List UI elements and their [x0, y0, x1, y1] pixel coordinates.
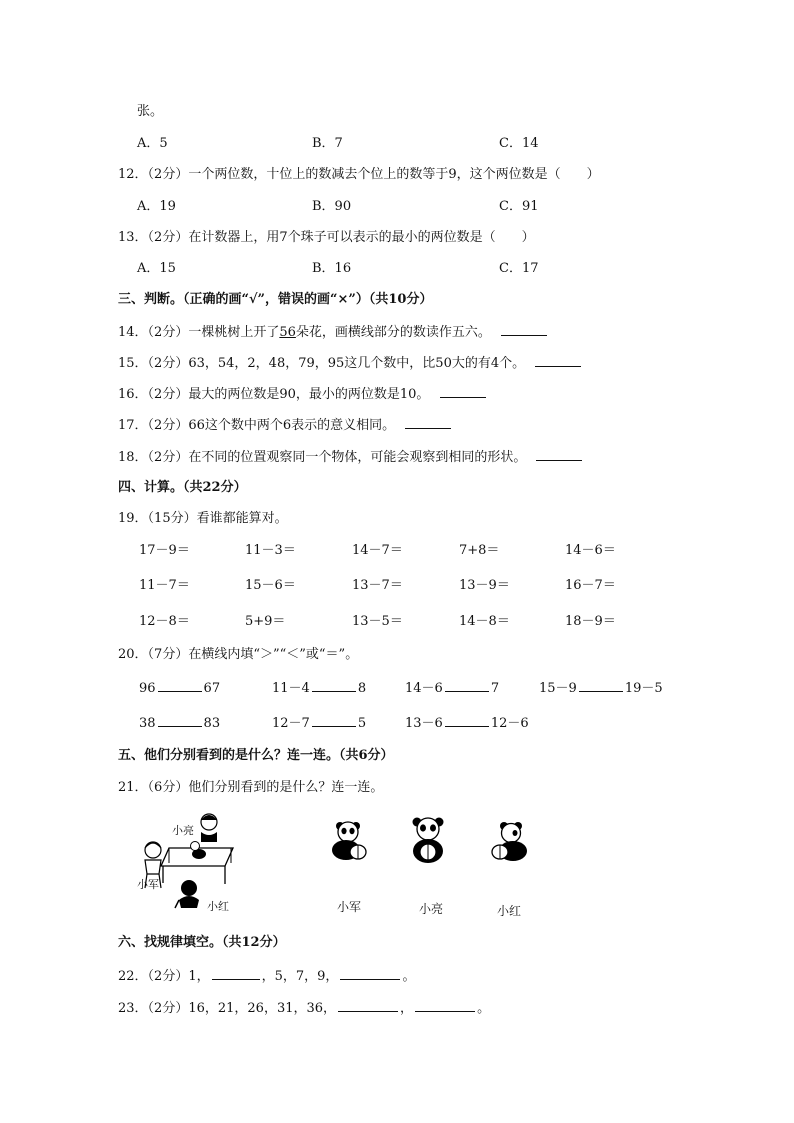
q13-text: 在计数器上，用7个珠子可以表示的最小的两位数是（ ）	[188, 230, 535, 245]
q23-blank-2[interactable]	[415, 999, 475, 1012]
q17-answer-blank[interactable]	[405, 416, 451, 429]
scene-label-jun: 小军	[137, 878, 159, 891]
calc-item[interactable]: 14－6＝	[565, 543, 616, 558]
compare-blank[interactable]	[158, 679, 202, 692]
compare-item	[405, 679, 499, 698]
panda-side-icon	[326, 814, 374, 862]
q19-score: （15分）	[147, 511, 197, 526]
calc-item[interactable]: 17－9＝	[139, 543, 190, 558]
compare-left: 13－6	[405, 716, 443, 731]
q15-score: （2分）	[147, 356, 189, 371]
compare-blank[interactable]	[312, 679, 356, 692]
calc-item[interactable]: 7+8＝	[459, 543, 500, 558]
q12-text: 一个两位数，十位上的数减去个位上的数等于9，这个两位数是（ ）	[188, 167, 600, 182]
question-23	[118, 999, 490, 1018]
compare-left: 15－9	[539, 681, 577, 696]
continued-text: 张。	[137, 104, 164, 119]
compare-item	[272, 714, 366, 733]
q23-seq-end: 。	[477, 1001, 491, 1016]
q16-answer-blank[interactable]	[440, 385, 486, 398]
q15-answer-blank[interactable]	[535, 354, 581, 367]
q14-score: （2分）	[147, 325, 189, 340]
q17-number: 17．	[118, 418, 148, 433]
compare-blank[interactable]	[158, 714, 202, 727]
calc-item[interactable]: 14－8＝	[459, 614, 510, 629]
compare-left: 38	[139, 716, 156, 731]
panda-front-icon	[408, 814, 448, 864]
compare-item	[139, 714, 220, 733]
compare-left: 14－6	[405, 681, 443, 696]
section-6-heading: 六、找规律填空。（共12分）	[118, 935, 286, 950]
q13-score: （2分）	[147, 230, 189, 245]
q12-number: 12．	[118, 167, 148, 182]
calc-item[interactable]: 15－6＝	[245, 578, 296, 593]
question-14	[118, 323, 547, 342]
q22-seq-mid: ，5，7，9，	[261, 969, 339, 984]
panda-back-side-icon	[488, 818, 534, 864]
calc-item[interactable]: 18－9＝	[565, 614, 616, 629]
q22-seq-end: 。	[402, 969, 416, 984]
question-22	[118, 967, 415, 986]
q23-seq-mid: ，	[400, 1001, 414, 1016]
question-20	[118, 646, 358, 664]
scene-label-hong: 小红	[207, 900, 229, 913]
q15-text: 63，54，2，48，79，95这几个数中，比50大的有4个。	[188, 356, 526, 371]
q15-number: 15．	[118, 356, 148, 371]
compare-right: 7	[490, 681, 500, 696]
question-12	[118, 166, 600, 184]
calc-item[interactable]: 5+9＝	[245, 614, 286, 629]
q12-option-b[interactable]: B．90	[312, 199, 352, 214]
q14-answer-blank[interactable]	[501, 323, 547, 336]
q23-score: （2分）	[147, 1001, 189, 1016]
q18-text: 在不同的位置观察同一个物体，可能会观察到相同的形状。	[188, 450, 527, 465]
q22-blank-2[interactable]	[340, 967, 400, 980]
compare-blank[interactable]	[312, 714, 356, 727]
panda-caption-3: 小红	[497, 904, 522, 918]
calc-item[interactable]: 13－5＝	[352, 614, 403, 629]
observation-scene	[135, 808, 235, 918]
panda-view-1[interactable]	[326, 814, 374, 862]
calc-item[interactable]: 13－7＝	[352, 578, 403, 593]
q13-number: 13．	[118, 230, 148, 245]
section-3-heading: 三、判断。（正确的画“√”，错误的画“×”）（共10分）	[118, 292, 433, 307]
q14-number: 14．	[118, 325, 148, 340]
q11-option-c[interactable]: C．14	[499, 136, 539, 151]
compare-right: 19－5	[624, 681, 663, 696]
q12-option-a[interactable]: A．19	[137, 199, 176, 214]
q21-score: （6分）	[147, 780, 189, 795]
question-18	[118, 448, 582, 467]
q21-number: 21．	[118, 780, 148, 795]
q19-number: 19．	[118, 511, 148, 526]
q13-option-c[interactable]: C．17	[499, 261, 539, 276]
compare-item	[272, 679, 366, 698]
compare-left: 96	[139, 681, 156, 696]
q14-underlined-number: 56	[279, 325, 296, 340]
q23-number: 23．	[118, 1001, 148, 1016]
q22-score: （2分）	[147, 969, 189, 984]
q19-text: 看谁都能算对。	[196, 511, 288, 526]
q13-option-b[interactable]: B．16	[312, 261, 352, 276]
section-4-heading: 四、计算。（共22分）	[118, 480, 247, 495]
compare-right: 83	[203, 716, 221, 731]
panda-view-2[interactable]	[408, 814, 448, 864]
q16-score: （2分）	[147, 387, 189, 402]
calc-item[interactable]: 11－7＝	[139, 578, 190, 593]
compare-right: 12－6	[490, 716, 529, 731]
q18-number: 18．	[118, 450, 148, 465]
q11-option-a[interactable]: A．5	[137, 136, 168, 151]
compare-left: 12－7	[272, 716, 310, 731]
q17-score: （2分）	[147, 418, 189, 433]
q20-number: 20．	[118, 647, 148, 662]
q20-text: 在横线内填“＞”“＜”或“＝”。	[188, 647, 359, 662]
q16-number: 16．	[118, 387, 148, 402]
compare-right: 8	[357, 681, 367, 696]
q23-seq-start: 16，21，26，31，36，	[188, 1001, 337, 1016]
question-15	[118, 354, 581, 373]
calc-item[interactable]: 11－3＝	[245, 543, 296, 558]
question-17	[118, 416, 451, 435]
calc-item[interactable]: 16－7＝	[565, 578, 616, 593]
q22-seq-start: 1，	[188, 969, 210, 984]
compare-blank[interactable]	[445, 714, 489, 727]
q14-text-post: 朵花，画横线部分的数读作五六。	[295, 325, 491, 340]
section-5-heading: 五、他们分别看到的是什么？连一连。（共6分）	[118, 748, 394, 763]
panda-caption-1: 小军	[337, 900, 362, 914]
question-21	[118, 779, 383, 797]
question-16	[118, 385, 486, 404]
q16-text: 最大的两位数是90，最小的两位数是10。	[188, 387, 430, 402]
compare-left: 11－4	[272, 681, 310, 696]
compare-blank[interactable]	[445, 679, 489, 692]
question-13	[118, 229, 535, 247]
q11-option-b[interactable]: B．7	[312, 136, 343, 151]
q12-score: （2分）	[147, 167, 189, 182]
q13-option-a[interactable]: A．15	[137, 261, 176, 276]
compare-item	[405, 714, 529, 733]
question-19	[118, 510, 288, 528]
calc-item[interactable]: 12－8＝	[139, 614, 190, 629]
q14-text-pre: 一棵桃树上开了	[188, 325, 280, 340]
q22-number: 22．	[118, 969, 148, 984]
compare-item	[539, 679, 663, 698]
q18-score: （2分）	[147, 450, 189, 465]
calc-item[interactable]: 14－7＝	[352, 543, 403, 558]
q23-blank-1[interactable]	[338, 999, 398, 1012]
panda-caption-2: 小亮	[419, 902, 444, 916]
q17-text: 66这个数中两个6表示的意义相同。	[188, 418, 396, 433]
q21-text: 他们分别看到的是什么？连一连。	[188, 780, 384, 795]
q12-option-c[interactable]: C．91	[499, 199, 539, 214]
q18-answer-blank[interactable]	[536, 448, 582, 461]
compare-blank[interactable]	[579, 679, 623, 692]
q22-blank-1[interactable]	[212, 967, 260, 980]
q20-score: （7分）	[147, 647, 189, 662]
panda-view-3[interactable]	[488, 818, 534, 864]
compare-item	[139, 679, 220, 698]
compare-right: 5	[357, 716, 367, 731]
scene-label-liangliang: 小亮	[172, 824, 194, 837]
compare-right: 67	[203, 681, 221, 696]
calc-item[interactable]: 13－9＝	[459, 578, 510, 593]
